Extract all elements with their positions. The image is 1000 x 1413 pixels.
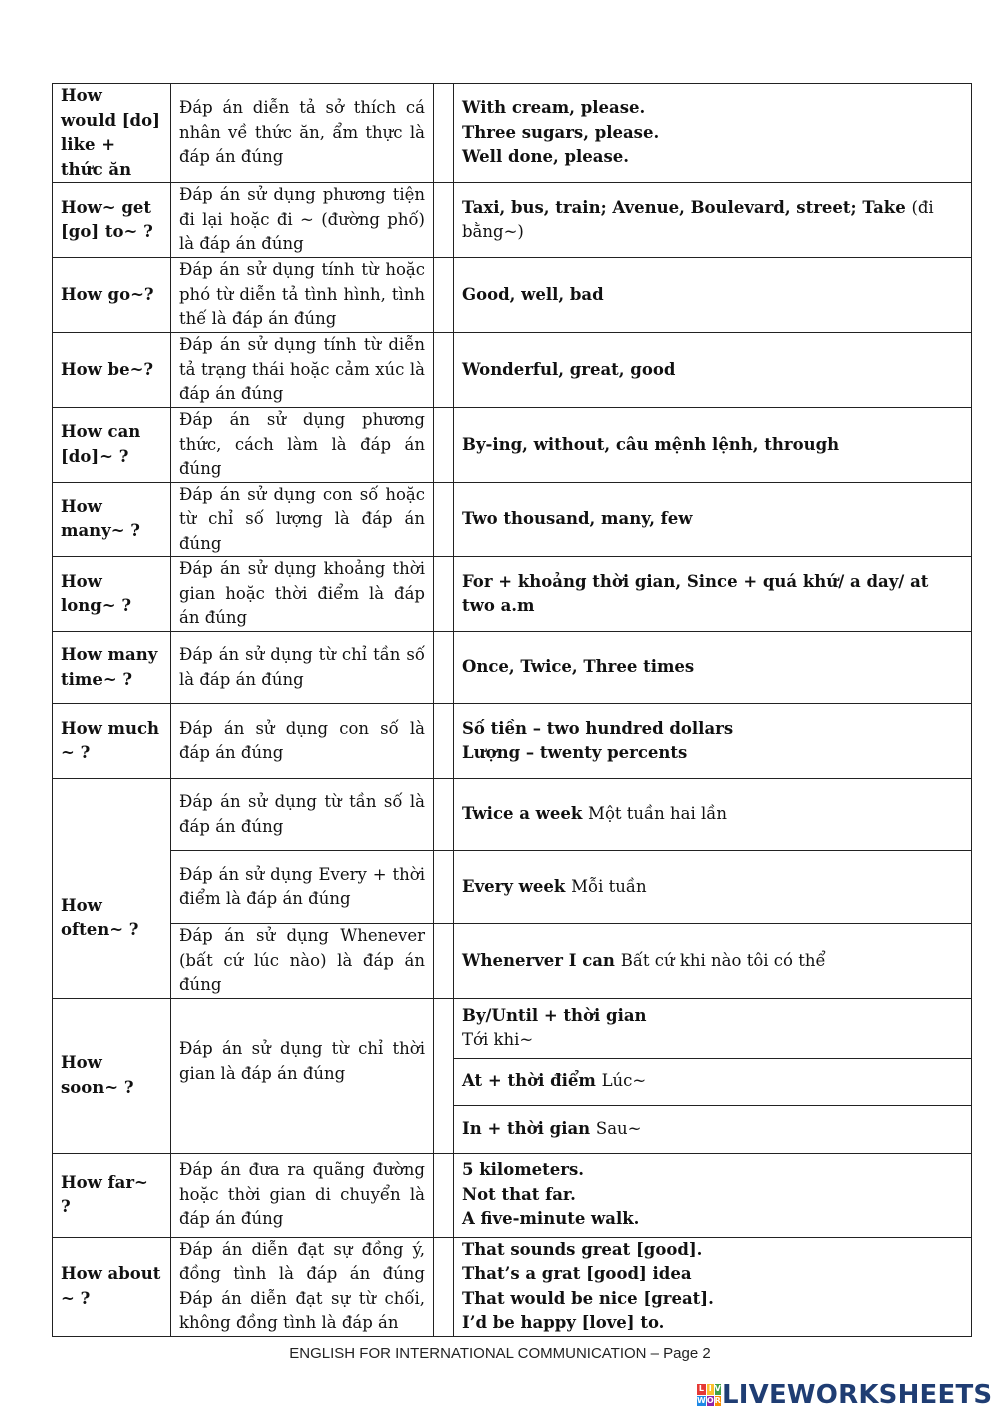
blank-cell xyxy=(434,258,454,333)
logo-mark-tile: I xyxy=(708,1384,712,1393)
answer-line xyxy=(462,96,963,121)
answer-cell xyxy=(454,1153,972,1237)
answer-cell xyxy=(454,632,972,704)
table-row xyxy=(53,1237,972,1336)
description-cell: Đáp án sử dụng con số hoặc từ chỉ số lượng là đáp án đúng xyxy=(171,482,434,557)
question-cell: How long~ ? xyxy=(53,557,171,632)
answer-line xyxy=(462,1004,963,1029)
table-row xyxy=(53,851,972,924)
table-row xyxy=(53,258,972,333)
question-cell: How can [do]~ ? xyxy=(53,408,171,483)
description-cell: Đáp án sử dụng khoảng thời gian hoặc thời điểm là đáp án đúng xyxy=(171,557,434,632)
question-cell: How many time~ ? xyxy=(53,632,171,704)
answer-line xyxy=(462,1287,963,1312)
question-cell: How much ~ ? xyxy=(53,704,171,779)
answer-cell xyxy=(454,779,972,851)
answer-cell xyxy=(454,851,972,924)
answer-line xyxy=(462,1069,963,1094)
answer-text: Một tuần hai lần xyxy=(588,804,727,824)
answer-text: I’d be happy [love] to. xyxy=(462,1313,665,1332)
description-cell: Đáp án sử dụng phương tiện đi lại hoặc đi ~ (đường phố) là đáp án đúng xyxy=(171,183,434,258)
answer-line xyxy=(462,196,963,245)
answer-text: Lúc~ xyxy=(601,1071,647,1091)
description-cell: Đáp án đưa ra quãng đường hoặc thời gian di chuyển là đáp án đúng xyxy=(171,1153,434,1237)
table-row xyxy=(53,183,972,258)
answer-text: That’s a grat [good] idea xyxy=(462,1264,692,1283)
question-cell: How often~ ? xyxy=(53,779,171,999)
table-row xyxy=(53,632,972,704)
answer-text: For + khoảng thời gian, Since + quá khứ/ a day/ at two a.m xyxy=(462,571,929,615)
table-row xyxy=(53,84,972,183)
table-row xyxy=(53,924,972,999)
answer-cell xyxy=(454,1237,972,1336)
answer-text: By/Until + thời gian xyxy=(462,1005,647,1025)
table-row xyxy=(53,1153,972,1237)
blank-cell xyxy=(434,557,454,632)
answer-line xyxy=(462,507,963,532)
blank-cell xyxy=(434,924,454,999)
blank-cell xyxy=(434,1237,454,1336)
answer-text: In + thời gian xyxy=(462,1118,596,1138)
answer-line xyxy=(462,1183,963,1208)
logo-mark-tile: V xyxy=(714,1384,721,1393)
blank-cell xyxy=(434,84,454,183)
answer-cell xyxy=(454,1058,972,1105)
answer-line xyxy=(462,1117,963,1142)
description-cell: Đáp án sử dụng tính từ diễn tả trạng thái hoặc cảm xúc là đáp án đúng xyxy=(171,333,434,408)
answer-cell xyxy=(454,998,972,1058)
answer-text: Three sugars, please. xyxy=(462,122,660,142)
description-cell: Đáp án sử dụng phương thức, cách làm là đáp án đúng xyxy=(171,408,434,483)
answer-text: That would be nice [great]. xyxy=(462,1288,714,1308)
answer-text: Well done, please. xyxy=(462,147,630,167)
answer-text: Once, Twice, Three times xyxy=(462,657,695,677)
answer-line xyxy=(462,121,963,146)
logo-mark-tile: R xyxy=(714,1395,721,1405)
answer-line xyxy=(462,570,963,619)
table-row xyxy=(53,408,972,483)
blank-cell xyxy=(434,183,454,258)
answer-line xyxy=(462,875,963,900)
answer-line xyxy=(462,1311,963,1336)
answer-line xyxy=(462,283,963,308)
table-row xyxy=(53,557,972,632)
blank-cell xyxy=(434,779,454,851)
answer-text: Lượng – twenty percents xyxy=(462,743,688,762)
answer-cell xyxy=(454,408,972,483)
answer-cell xyxy=(454,482,972,557)
answer-text: Bất cứ khi nào tôi có thể xyxy=(620,950,826,970)
liveworksheets-logo xyxy=(697,1380,992,1410)
description-clip: Đáp án diễn đạt sự đồng ý, đồng tình là đáp án đúng Đáp án diễn đạt sự từ chối, không đồng tình là đáp án xyxy=(179,1239,425,1332)
answer-text: Sau~ xyxy=(595,1118,642,1138)
blank-cell xyxy=(434,998,454,1153)
answer-text: Not that far. xyxy=(462,1184,576,1204)
answer-guide-table xyxy=(52,83,972,1337)
description-cell: Đáp án sử dụng Whenever (bất cứ lúc nào) là đáp án đúng xyxy=(171,924,434,999)
description-cell: Đáp án sử dụng con số là đáp án đúng xyxy=(171,704,434,779)
logo-mark-tile: O xyxy=(706,1395,714,1405)
table-row xyxy=(53,704,972,779)
description-cell xyxy=(171,1237,434,1336)
answer-line xyxy=(462,949,963,974)
answer-cell xyxy=(454,1105,972,1153)
answer-line xyxy=(462,655,963,680)
question-cell: How would [do] like + thức ăn xyxy=(53,84,171,183)
answer-line xyxy=(462,145,963,170)
answer-cell xyxy=(454,258,972,333)
answer-text: With cream, please. xyxy=(462,98,646,118)
table-row xyxy=(53,998,972,1058)
description-cell: Đáp án diễn tả sở thích cá nhân về thức ăn, ẩm thực là đáp án đúng xyxy=(171,84,434,183)
answer-text: Every week xyxy=(462,876,572,896)
table-row xyxy=(53,333,972,408)
answer-text: By-ing, without, câu mệnh lệnh, through xyxy=(462,434,840,454)
table-row xyxy=(53,482,972,557)
blank-cell xyxy=(434,851,454,924)
answer-text: Mỗi tuần xyxy=(571,876,647,896)
answer-text: Tới khi~ xyxy=(462,1030,534,1049)
answer-line xyxy=(462,358,963,383)
answer-cell xyxy=(454,924,972,999)
answer-cell xyxy=(454,183,972,258)
question-cell: How go~? xyxy=(53,258,171,333)
answer-text: Twice a week xyxy=(462,804,589,824)
answer-cell xyxy=(454,333,972,408)
question-cell: How about ~ ? xyxy=(53,1237,171,1336)
answer-cell xyxy=(454,557,972,632)
answer-text: Taxi, bus, train; Avenue, Boulevard, street; Take xyxy=(462,197,912,217)
answer-line xyxy=(462,802,963,827)
question-cell: How soon~ ? xyxy=(53,998,171,1153)
answer-cell xyxy=(454,84,972,183)
logo-mark-tile: W xyxy=(697,1395,706,1405)
answer-text: Two thousand, many, few xyxy=(462,509,693,528)
answer-line xyxy=(462,1158,963,1183)
blank-cell xyxy=(434,482,454,557)
blank-cell xyxy=(434,1153,454,1237)
answer-line xyxy=(462,717,963,742)
blank-cell xyxy=(434,704,454,779)
answer-line xyxy=(462,1238,963,1263)
question-cell: How far~ ? xyxy=(53,1153,171,1237)
logo-mark-icon xyxy=(697,1384,719,1406)
blank-cell xyxy=(434,333,454,408)
description-cell: Đáp án sử dụng từ chỉ tần số là đáp án đúng xyxy=(171,632,434,704)
description-cell: Đáp án sử dụng từ tần số là đáp án đúng xyxy=(171,779,434,851)
answer-line xyxy=(462,741,963,766)
answer-text: (đi bằng~) xyxy=(462,197,934,241)
answer-text: At + thời điểm xyxy=(462,1071,602,1091)
question-cell: How~ get [go] to~ ? xyxy=(53,183,171,258)
answer-cell xyxy=(454,704,972,779)
answer-text: Whenerver I can xyxy=(462,950,621,970)
answer-line xyxy=(462,1207,963,1232)
answer-text: Good, well, bad xyxy=(462,284,604,304)
logo-mark-tile: L xyxy=(698,1384,704,1393)
answer-text: Số tiền – two hundred dollars xyxy=(462,718,734,738)
description-cell: Đáp án sử dụng tính từ hoặc phó từ diễn tả tình hình, tình thế là đáp án đúng xyxy=(171,258,434,333)
question-cell: How many~ ? xyxy=(53,482,171,557)
answer-line xyxy=(462,1028,963,1053)
description-cell: Đáp án sử dụng Every + thời điểm là đáp án đúng xyxy=(171,851,434,924)
answer-text: A five-minute walk. xyxy=(462,1209,640,1229)
answer-text: That sounds great [good]. xyxy=(462,1239,703,1259)
question-cell: How be~? xyxy=(53,333,171,408)
answer-text: 5 kilometers. xyxy=(462,1160,585,1180)
description-cell: Đáp án sử dụng từ chỉ thời gian là đáp án đúng xyxy=(171,998,434,1153)
blank-cell xyxy=(434,408,454,483)
page-footer: ENGLISH FOR INTERNATIONAL COMMUNICATION – Page 2 xyxy=(289,1345,711,1362)
answer-text: Wonderful, great, good xyxy=(462,359,676,379)
logo-text: LIVEWORKSHEETS xyxy=(722,1380,993,1410)
answer-line xyxy=(462,1262,963,1287)
table-row xyxy=(53,779,972,851)
answer-line xyxy=(462,433,963,458)
blank-cell xyxy=(434,632,454,704)
